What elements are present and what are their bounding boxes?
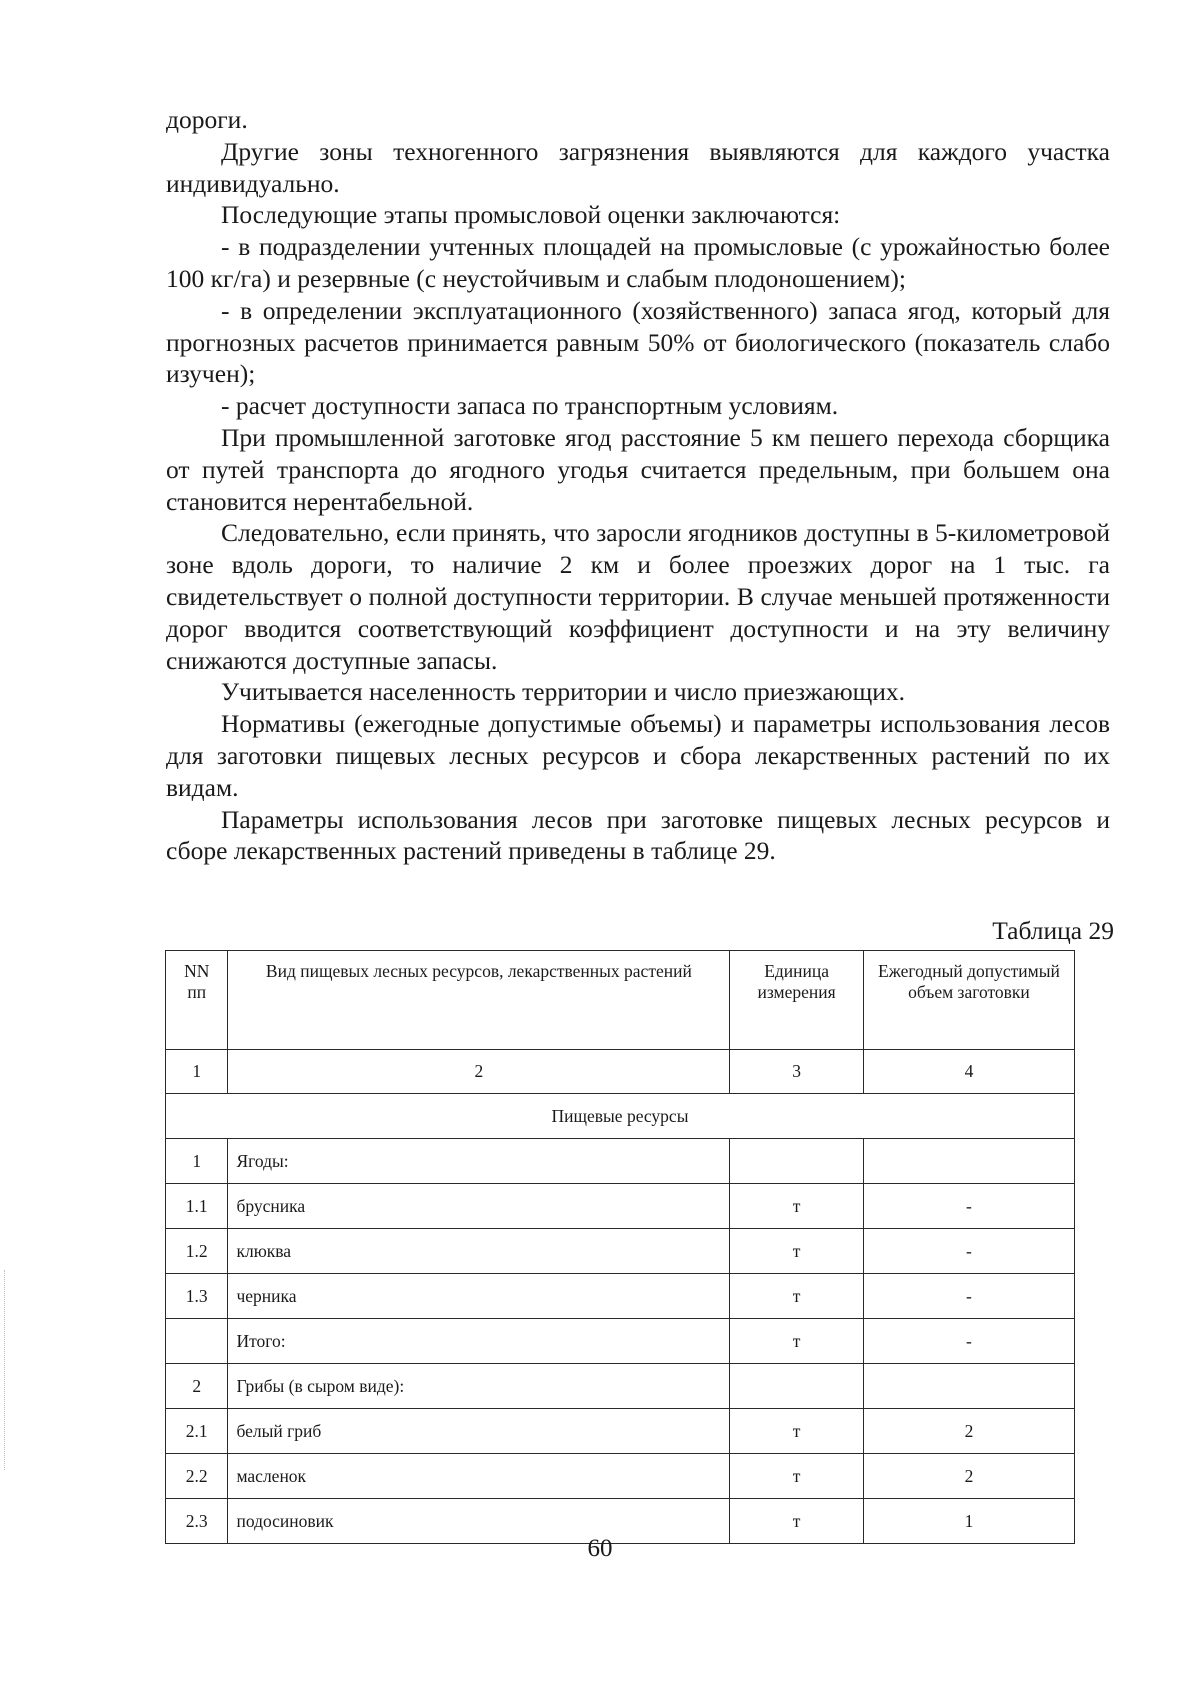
section-row [166, 1094, 1075, 1139]
header-number: NN пп [166, 951, 228, 1050]
row-number: 2.3 [166, 1499, 228, 1544]
row-unit [730, 1364, 864, 1409]
row-name: брусника [228, 1184, 730, 1229]
page-number: 60 [587, 1535, 613, 1562]
row-number: 2.1 [166, 1409, 228, 1454]
header-resource-type: Вид пищевых лесных ресурсов, лекарственных растений [228, 951, 730, 1050]
row-name: масленок [228, 1454, 730, 1499]
paragraph-subdivision: - в подразделении учтенных площадей на промысловые (с урожайностью более 100 кг/га) и резервные (с неустойчивым и слабым плодоношением); [166, 232, 1110, 293]
table-row [166, 1364, 1075, 1409]
resources-table [165, 950, 1075, 1544]
row-number: 1.2 [166, 1229, 228, 1274]
row-volume: - [863, 1319, 1074, 1364]
paragraph-transport-availability: - расчет доступности запаса по транспортным условиям. [221, 391, 839, 421]
row-unit: т [730, 1454, 864, 1499]
row-name: черника [228, 1274, 730, 1319]
row-unit: т [730, 1184, 864, 1229]
column-number: 1 [166, 1050, 228, 1094]
row-unit: т [730, 1229, 864, 1274]
paragraph-operational-stock: - в определении эксплуатационного (хозяйственного) запаса ягод, который для прогнозных расчетов принимается равным 50% от биологического (показатель слабо изучен); [166, 295, 1110, 389]
paragraph-norms: Нормативы (ежегодные допустимые объемы) и параметры использования лесов для заготовки пищевых лесных ресурсов и сбора лекарственных растений по их видам. [166, 709, 1110, 802]
row-name: белый гриб [228, 1409, 730, 1454]
row-unit [730, 1139, 864, 1184]
row-volume: 2 [863, 1409, 1074, 1454]
row-volume: - [863, 1184, 1074, 1229]
row-number: 1.3 [166, 1274, 228, 1319]
body-text [166, 104, 1110, 867]
table-row [166, 1454, 1075, 1499]
column-number: 4 [863, 1050, 1074, 1094]
row-name: Ягоды: [228, 1139, 730, 1184]
table-row [166, 1184, 1075, 1229]
table-row [166, 1229, 1075, 1274]
table-row [166, 1274, 1075, 1319]
header-annual-volume: Ежегодный допустимый объем заготовки [863, 951, 1074, 1050]
table-row [166, 1409, 1075, 1454]
row-volume [863, 1364, 1074, 1409]
row-number [166, 1319, 228, 1364]
paragraph-population: Учитывается населенность территории и число приезжающих. [221, 677, 906, 707]
table-row-total [166, 1319, 1075, 1364]
row-number: 2.2 [166, 1454, 228, 1499]
paragraph-other-zones: Другие зоны техногенного загрязнения выявляются для каждого участка индивидуально. [166, 136, 1110, 198]
row-unit: т [730, 1319, 864, 1364]
column-number: 3 [730, 1050, 864, 1094]
paragraph-next-stages: Последующие этапы промысловой оценки заключаются: [221, 200, 841, 230]
row-name: клюква [228, 1229, 730, 1274]
row-volume: 2 [863, 1454, 1074, 1499]
table-row [166, 1139, 1075, 1184]
row-unit: т [730, 1409, 864, 1454]
row-unit: т [730, 1274, 864, 1319]
scan-edge-mark [4, 1270, 6, 1470]
table-caption: Таблица 29 [992, 916, 1114, 945]
row-number: 2 [166, 1364, 228, 1409]
paragraph-road-zone: Следовательно, если принять, что заросли ягодников доступны в 5-километровой зоне вдоль дороги, то наличие 2 км и более проезжих дорог на 1 тыс. га свидетельствует о полной доступности территории. В случае меньшей протяженности дорог вводится соответствующий коэффициент доступности и на эту величину снижаются доступные запасы. [166, 518, 1110, 675]
paragraph-industrial-harvest: При промышленной заготовке ягод расстояние 5 км пешего перехода сборщика от путей транспорта до ягодного угодья считается предельным, при большем она становится нерентабельной. [166, 422, 1110, 516]
row-volume: 1 [863, 1499, 1074, 1544]
table-header-row [166, 951, 1075, 1050]
row-name: Итого: [228, 1319, 730, 1364]
row-name: Грибы (в сыром виде): [228, 1364, 730, 1409]
row-volume: - [863, 1229, 1074, 1274]
section-title: Пищевые ресурсы [166, 1094, 1075, 1139]
row-number: 1.1 [166, 1184, 228, 1229]
row-volume [863, 1139, 1074, 1184]
row-number: 1 [166, 1139, 228, 1184]
paragraph-continuation: дороги. [166, 105, 248, 134]
header-unit: Единица измерения [730, 951, 864, 1050]
paragraph-parameters: Параметры использования лесов при заготовке пищевых лесных ресурсов и сборе лекарственных растений приведены в таблице 29. [166, 804, 1110, 866]
column-number-row [166, 1050, 1075, 1094]
row-unit: т [730, 1499, 864, 1544]
row-volume: - [863, 1274, 1074, 1319]
column-number: 2 [228, 1050, 730, 1094]
row-name: подосиновик [228, 1499, 730, 1544]
